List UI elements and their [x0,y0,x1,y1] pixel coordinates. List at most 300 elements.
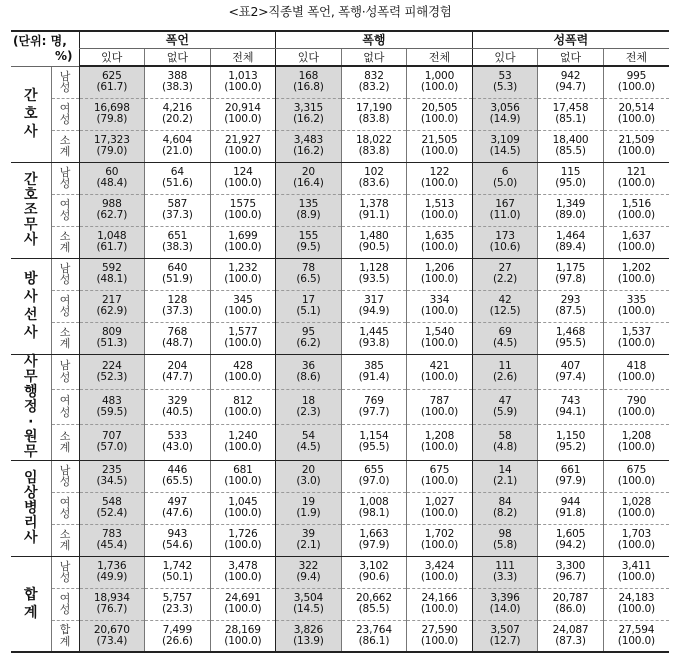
group-label-char: 무 [23,216,38,233]
cell-percent: (97.8) [555,273,586,285]
table-row [11,162,669,194]
table-cell [79,460,145,492]
cell-count: 655 [364,464,384,476]
table-cell [210,130,276,162]
table-cell [407,620,473,652]
cell-percent: (100.0) [420,507,459,519]
cell-percent: (91.4) [358,370,390,383]
cell-count: 345 [233,294,253,306]
cell-count: 47 [498,394,512,407]
sex-label [51,290,79,322]
table-cell [79,226,145,258]
table-cell [407,588,473,620]
cell-count: 21,509 [618,134,655,146]
group-label-char: 리 [23,514,38,531]
sex-label-char: 계 [59,634,71,648]
group-label-char: 행 [23,383,38,400]
cell-percent: (100.0) [420,475,459,487]
sex-label-char: 성 [59,113,71,126]
sex-label-char: 성 [59,370,71,384]
table-cell [145,258,211,290]
sex-label [51,66,79,98]
sex-label [51,588,79,620]
cell-count: 329 [167,394,188,407]
cell-count: 5,757 [162,592,192,604]
table-cell [538,98,604,130]
table-cell [79,194,145,226]
cell-count: 533 [167,430,188,443]
table-cell [210,226,276,258]
group-label-char: 방 [23,271,38,287]
cell-count: 3,504 [293,592,324,604]
sex-label-char: 성 [59,209,71,222]
cell-percent: (100.0) [617,145,655,157]
table-cell [341,556,407,588]
table-cell [145,322,211,354]
cell-count: 1,480 [359,230,389,242]
cell-count: 217 [102,294,122,306]
cell-percent: (100.0) [420,81,459,94]
table-cell [210,389,276,424]
sex-label-char: 소 [59,527,71,541]
cell-count: 1,702 [424,528,455,540]
table-cell [276,354,342,389]
sex-label-char: 남 [59,261,71,275]
sex-label [51,492,79,524]
table-row [11,620,669,652]
cell-percent: (83.8) [358,145,390,157]
cell-percent: (38.3) [162,81,193,94]
cell-percent: (100.0) [224,305,262,317]
sex-label-char: 성 [59,475,71,488]
table-cell [472,588,538,620]
cell-percent: (100.0) [224,634,262,647]
cell-count: 167 [495,198,515,210]
cell-count: 23,764 [356,623,392,636]
group-label [11,556,51,652]
sex-label-char: 소 [59,133,71,147]
cell-count: 53 [498,70,512,83]
cell-count: 1,445 [359,326,389,338]
cell-count: 428 [233,359,253,372]
cell-count: 4,216 [162,102,192,114]
group-label [11,162,51,258]
table-cell [538,425,604,460]
cell-percent: (16.8) [293,81,324,94]
table-cell [276,66,342,98]
cell-count: 124 [233,166,253,178]
cell-percent: (97.4) [555,370,586,383]
table-cell [538,290,604,322]
cell-percent: (87.5) [555,305,586,317]
cell-count: 121 [626,166,647,178]
cell-percent: (100.0) [224,177,262,189]
table-cell [472,524,538,556]
table-cell [603,226,669,258]
table-cell [276,226,342,258]
cell-count: 787 [429,394,450,407]
subheader-cell: 없다 [145,49,211,67]
cell-count: 3,483 [293,134,324,146]
cell-count: 28,169 [224,623,261,636]
table-cell [210,492,276,524]
cell-count: 78 [301,262,315,274]
table-cell [341,66,407,98]
group-label-char: 사 [23,529,38,546]
cell-percent: (61.7) [96,81,128,94]
cell-count: 3,507 [490,623,520,636]
cell-count: 27,590 [421,623,458,636]
table-cell [603,98,669,130]
cell-percent: (100.0) [224,81,262,94]
table-cell [145,162,211,194]
table-row [11,425,669,460]
cell-count: 1,128 [359,262,389,274]
sex-label-char: 남 [59,69,71,83]
cell-percent: (100.0) [224,475,262,487]
table-cell [538,620,604,652]
table-cell [145,556,211,588]
table-cell [79,162,145,194]
cell-count: 39 [301,528,315,540]
cell-count: 168 [298,70,319,83]
cell-percent: (2.6) [492,370,518,383]
cell-percent: (95.5) [358,441,390,454]
cell-count: 98 [498,528,512,540]
table-cell [79,492,145,524]
sex-label-char: 여 [59,495,71,509]
cell-percent: (100.0) [420,209,459,221]
group-label-char: 계 [23,604,38,621]
table-cell [276,258,342,290]
cell-count: 1,635 [424,230,455,242]
sex-label-char: 소 [59,325,71,339]
table-cell [276,425,342,460]
table-cell [603,620,669,652]
table-cell [407,66,473,98]
cell-percent: (57.0) [96,441,128,454]
sex-label-char: 소 [59,429,71,443]
table-cell [472,226,538,258]
cell-count: 587 [167,198,188,210]
cell-percent: (100.0) [224,241,262,253]
cell-count: 1,206 [424,262,455,274]
cell-count: 334 [429,294,450,306]
table-cell [145,524,211,556]
cell-percent: (89.0) [555,209,586,221]
group-label-char: 정 [23,398,38,415]
subheader-cell: 있다 [276,49,342,67]
cell-count: 20,670 [93,623,130,636]
cell-count: 84 [498,496,512,508]
cell-percent: (14.9) [489,113,521,125]
cell-percent: (100.0) [224,507,262,519]
table-cell [538,162,604,194]
table-cell [538,389,604,424]
table-cell [145,290,211,322]
cell-count: 317 [364,294,384,306]
category-header-assault: 폭행 [276,31,473,49]
sex-label-char: 여 [59,197,71,211]
cell-percent: (100.0) [224,405,262,418]
table-cell [210,425,276,460]
cell-percent: (2.1) [296,539,321,551]
cell-percent: (52.4) [96,507,128,519]
table-cell [603,162,669,194]
sex-label-char: 계 [59,441,71,455]
table-cell [603,492,669,524]
cell-percent: (50.1) [162,571,193,583]
cell-count: 1,736 [97,560,127,572]
table-cell [472,492,538,524]
cell-percent: (51.3) [96,337,128,349]
table-cell [276,98,342,130]
table-cell [145,588,211,620]
cell-count: 20,662 [356,592,392,604]
cell-percent: (100.0) [420,273,459,285]
sex-label-char: 성 [59,177,71,190]
table-cell [145,66,211,98]
sex-label-char: 소 [59,229,71,243]
cell-count: 1,577 [228,326,258,338]
cell-count: 1,699 [228,230,258,242]
table-cell [276,588,342,620]
sex-label-char: 여 [59,293,71,307]
table-cell [79,524,145,556]
table-cell [276,290,342,322]
cell-percent: (100.0) [224,113,262,125]
cell-count: 24,166 [421,592,458,604]
cell-percent: (100.0) [617,539,655,551]
cell-percent: (95.0) [555,177,586,189]
cell-count: 1,208 [424,430,455,443]
table-cell [407,389,473,424]
cell-percent: (94.7) [555,81,586,94]
sex-label-char: 성 [59,507,71,520]
cell-percent: (100.0) [420,571,459,583]
cell-count: 768 [167,326,188,338]
subheader-cell: 있다 [472,49,538,67]
table-cell [79,588,145,620]
table-row [11,194,669,226]
cell-percent: (5.8) [492,539,518,551]
cell-count: 111 [495,560,515,572]
table-cell [603,556,669,588]
sex-label [51,98,79,130]
sex-label-char: 남 [59,559,71,573]
table-cell [276,322,342,354]
cell-count: 69 [498,326,512,338]
sex-label-char: 계 [59,337,71,350]
cell-percent: (6.2) [296,337,321,349]
table-cell [341,588,407,620]
cell-percent: (100.0) [420,370,459,383]
cell-percent: (54.6) [162,539,193,551]
cell-count: 783 [102,528,122,540]
cell-percent: (26.6) [162,634,193,647]
table-cell [407,226,473,258]
sex-label [51,162,79,194]
cell-percent: (73.4) [96,634,128,647]
cell-percent: (6.5) [296,273,321,285]
cell-count: 995 [626,70,647,83]
cell-percent: (93.8) [358,337,390,349]
table-cell [210,98,276,130]
cell-count: 675 [429,464,450,476]
cell-count: 17,458 [552,102,589,114]
group-label-char: 무 [23,443,38,460]
table-cell [603,425,669,460]
cell-count: 651 [167,230,188,242]
cell-percent: (38.3) [162,241,193,253]
cell-percent: (83.8) [358,113,390,125]
cell-percent: (89.4) [555,241,586,253]
table-cell [472,194,538,226]
cell-percent: (94.9) [358,305,390,317]
cell-count: 24,691 [224,592,261,604]
cell-count: 60 [105,166,119,178]
cell-percent: (37.3) [162,305,193,317]
sex-label-char: 계 [59,145,71,158]
group-label-char: 상 [23,484,38,501]
cell-count: 1,663 [359,528,389,540]
cell-percent: (100.0) [224,273,262,285]
cell-percent: (5.0) [492,177,518,189]
cell-percent: (100.0) [617,305,655,317]
cell-count: 1,202 [621,262,652,274]
cell-percent: (100.0) [617,634,655,647]
cell-percent: (20.2) [162,113,193,125]
sex-label [51,194,79,226]
cell-percent: (83.2) [358,81,390,94]
cell-percent: (49.9) [96,571,128,583]
cell-percent: (85.5) [358,603,390,615]
cell-percent: (48.7) [162,337,193,349]
cell-count: 58 [498,430,512,443]
table-cell [603,389,669,424]
cell-count: 1,000 [424,70,455,83]
table-cell [472,258,538,290]
cell-count: 20,914 [224,102,261,114]
table-cell [276,556,342,588]
table-cell [341,492,407,524]
cell-count: 707 [102,430,122,443]
table-cell [79,389,145,424]
cell-count: 497 [167,496,188,508]
table-cell [341,98,407,130]
cell-percent: (100.0) [617,475,655,487]
table-cell [145,226,211,258]
table-cell [276,162,342,194]
table-cell [603,322,669,354]
table-cell [145,620,211,652]
cell-percent: (48.4) [96,177,128,189]
cell-count: 1,726 [228,528,258,540]
table-cell [341,389,407,424]
cell-percent: (76.7) [96,603,128,615]
cell-count: 293 [560,294,581,306]
cell-count: 1,008 [359,496,389,508]
table-cell [472,322,538,354]
sex-label-char: 성 [59,405,71,419]
cell-percent: (100.0) [224,337,262,349]
table-cell [79,322,145,354]
subheader-cell: 없다 [341,49,407,67]
cell-percent: (1.9) [296,507,321,519]
group-label-char: 호 [23,106,38,122]
table-cell [341,460,407,492]
subheader-cell: 없다 [538,49,604,67]
cell-percent: (12.7) [489,634,521,647]
table-cell [407,290,473,322]
cell-percent: (47.7) [162,370,193,383]
group-label-char: 사 [23,353,38,370]
cell-percent: (100.0) [420,539,459,551]
table-cell [79,66,145,98]
cell-percent: (91.1) [358,209,390,221]
cell-percent: (96.7) [555,571,586,583]
cell-count: 1,013 [228,70,258,83]
cell-percent: (100.0) [224,145,262,157]
table-cell [210,194,276,226]
cell-percent: (79.0) [96,145,128,157]
cell-count: 224 [102,359,122,372]
cell-count: 1,048 [97,230,127,242]
cell-percent: (14.5) [293,603,324,615]
group-label-char: 사 [23,289,38,305]
sex-label-char: 성 [59,571,71,584]
cell-count: 95 [301,326,315,338]
cell-percent: (100.0) [420,177,459,189]
cell-percent: (94.2) [555,539,586,551]
cell-percent: (100.0) [617,81,655,94]
cell-count: 1575 [229,198,256,210]
cell-percent: (91.8) [555,507,586,519]
cell-count: 1,540 [424,326,455,338]
table-cell [145,460,211,492]
table-cell [210,290,276,322]
cell-count: 809 [102,326,122,338]
cell-count: 681 [233,464,253,476]
unit-label-line2: %) [55,48,73,63]
sex-label-char: 계 [59,241,71,254]
table-cell [472,66,538,98]
cell-count: 27,594 [618,623,655,636]
cell-count: 3,826 [293,623,324,636]
cell-count: 407 [560,359,581,372]
table-cell [276,620,342,652]
cell-count: 3,424 [424,560,455,572]
table-cell [341,194,407,226]
cell-count: 64 [170,166,184,178]
cell-percent: (86.0) [555,603,586,615]
table-cell [145,98,211,130]
cell-percent: (83.6) [358,177,390,189]
cell-count: 943 [167,528,188,540]
cell-percent: (90.5) [358,241,390,253]
cell-count: 20,505 [421,102,458,114]
sex-label-char: 남 [59,359,71,373]
table-cell [407,130,473,162]
table-cell [79,98,145,130]
cell-percent: (100.0) [617,337,655,349]
cell-percent: (10.6) [489,241,521,253]
table-cell [79,354,145,389]
cell-count: 3,478 [228,560,258,572]
cell-percent: (86.1) [358,634,390,647]
table-cell [603,258,669,290]
sex-label-char: 여 [59,394,71,408]
